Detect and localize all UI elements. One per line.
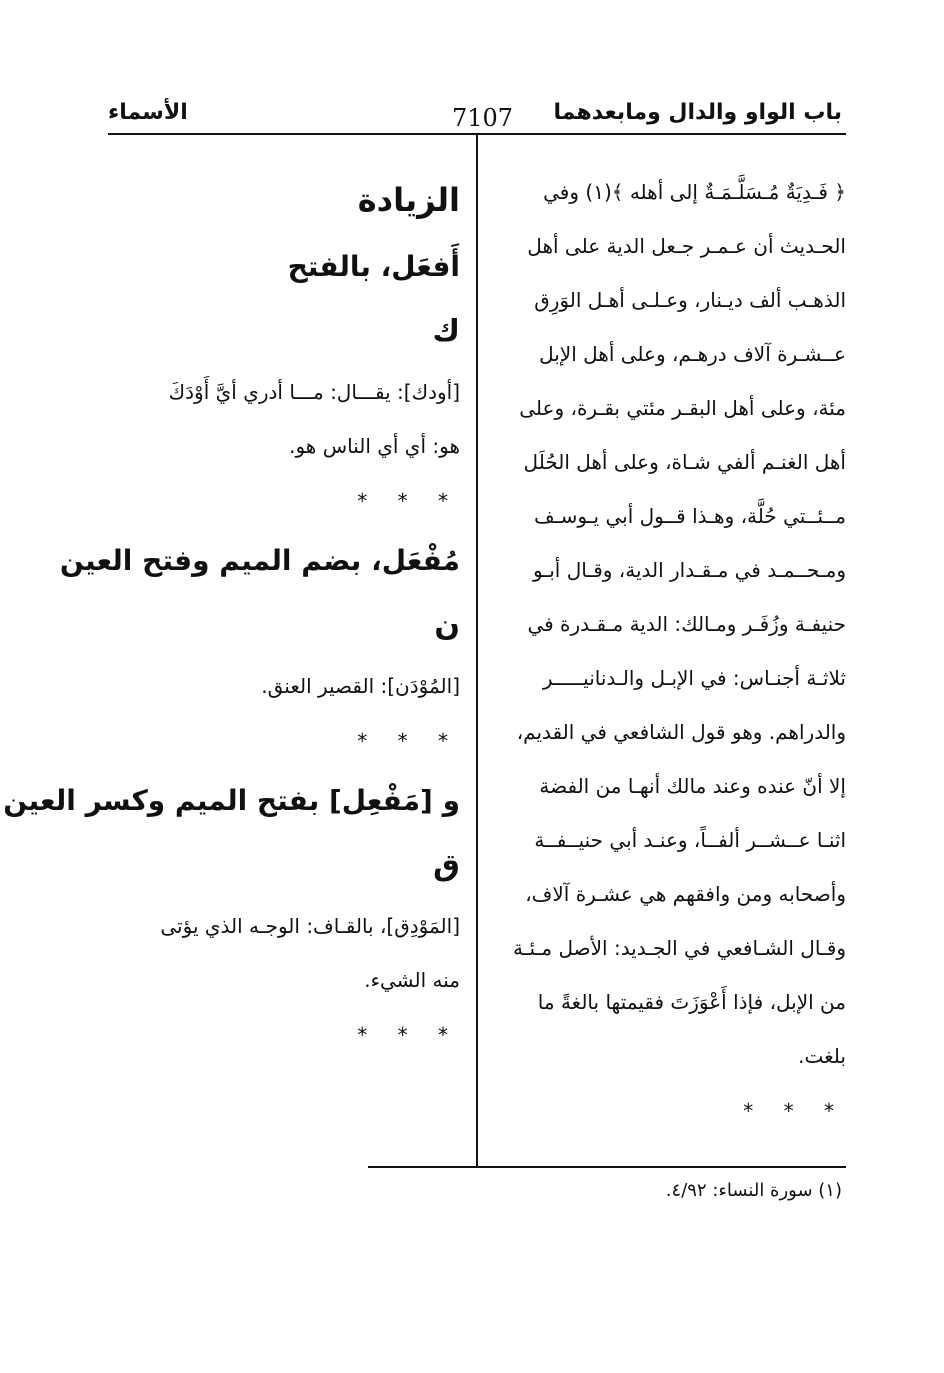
text-line: مئة، وعلى أهل البقـر مئتي بقـرة، وعلى [519, 396, 846, 420]
dictionary-entry: [المَوْدِق]، بالقـاف: الوجـه الذي يؤتى [160, 914, 460, 938]
pattern-heading: و [مَفْعِل] بفتح الميم وكسر العين [3, 784, 460, 817]
text-line: ومـحــمـد في مـقـدار الدية، وقـال أبـو [533, 558, 846, 582]
text-line: حنيفـة وزُفَـر ومـالك: الدية مـقـدرة في [527, 612, 846, 636]
pattern-heading: مُفْعَل، بضم الميم وفتح العين [59, 544, 460, 577]
text-line: اثنـا عــشــر ألفــاً، وعنـد أبي حنيــفــة [534, 828, 846, 852]
text-line: الذهـب ألف ديـنار، وعـلـى أهـل الوَرِق [534, 288, 846, 312]
page-number: 7107 [452, 104, 514, 132]
section-separator: * * * [357, 1023, 460, 1047]
text-line: بلغت. [798, 1044, 846, 1068]
column-divider [476, 133, 478, 1168]
text-line: الحـديث أن عـمـر جـعل الدية على أهل [527, 234, 846, 258]
column-title: الزيادة [357, 181, 460, 219]
text-line: والدراهم. وهو قول الشافعي في القديم، [516, 720, 846, 744]
text-line: ﴿ فَـدِيَةٌ مُـسَلَّـمَـةٌ إلى أهله ﴾(١) وفي [543, 180, 846, 204]
section-separator: * * * [743, 1099, 846, 1123]
dictionary-entry: منه الشيء. [364, 968, 460, 992]
text-line: وأصحابه ومن وافقهم هي عشـرة آلاف، [525, 882, 846, 906]
dictionary-entry: [أودك]: يقـــال: مـــا أدري أيَّ أَوْدَكَ [168, 380, 460, 404]
text-line: عــشـرة آلاف درهـم، وعلى أهل الإبل [539, 342, 846, 366]
text-line: إلا أنّ عنده وعند مالك أنهـا من الفضة [539, 774, 846, 798]
letter-heading: ن [434, 608, 460, 643]
letter-heading: ق [433, 848, 460, 883]
text-line: وقـال الشـافعي في الجـديد: الأصل مـئـة [512, 936, 846, 960]
dictionary-entry: هو: أي أي الناس هو. [289, 434, 460, 458]
text-line: ثلاثـة أجنـاس: في الإبـل والـدنانيـــــر [542, 666, 846, 690]
text-line: من الإبل، فإذا أَعْوَزَتَ فقيمتها بالغةً ما [537, 990, 846, 1014]
chapter-title: باب الواو والدال ومابعدهما [553, 100, 842, 125]
letter-heading: ك [432, 314, 460, 349]
dictionary-entry: [المُوْدَن]: القصير العنق. [261, 674, 460, 698]
right-column [486, 165, 846, 1139]
text-line: أهل الغنـم ألفي شـاة، وعلى أهل الحُلَل [523, 450, 846, 474]
left-column [3, 165, 460, 1063]
footnote-rule [368, 1166, 846, 1168]
text-line: مــئــتي حُلَّة، وهـذا قــول أبي يـوسـف [534, 504, 846, 528]
footnote: (١) سورة النساء: ٤/٩٢. [665, 1180, 842, 1201]
pattern-heading: أَفعَل، بالفتح [287, 250, 460, 283]
section-separator: * * * [357, 729, 460, 753]
section-title: الأسماء [108, 100, 188, 125]
section-separator: * * * [357, 489, 460, 513]
